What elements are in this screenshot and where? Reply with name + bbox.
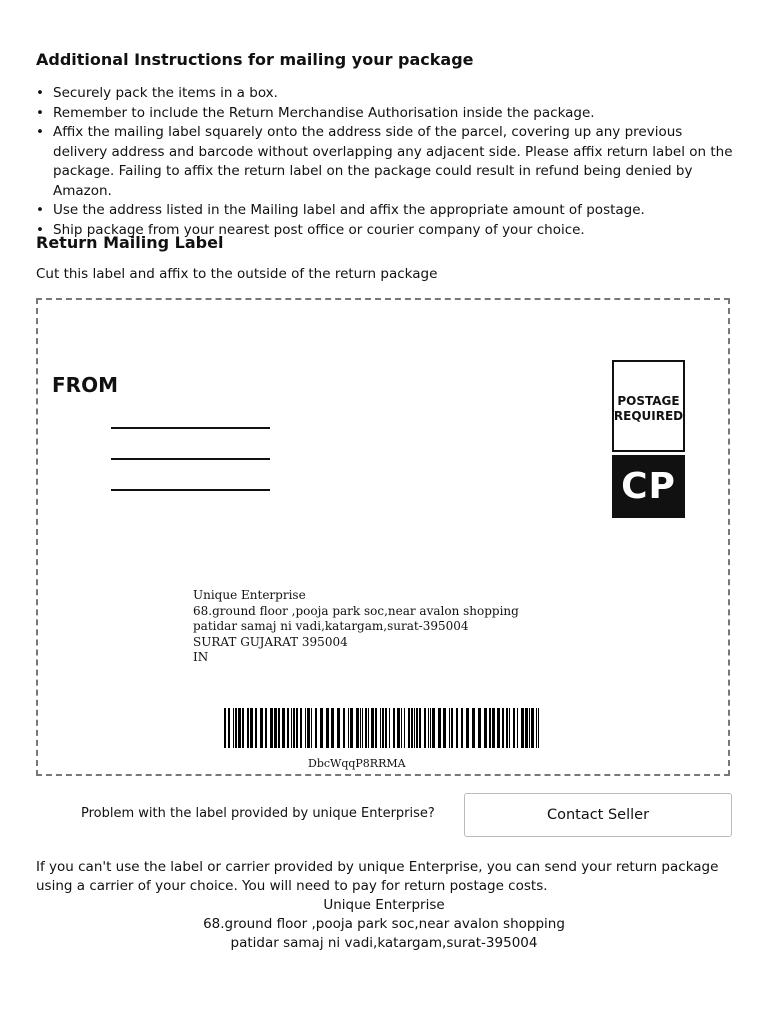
address-line: 68.ground floor ,pooja park soc,near avalon shopping xyxy=(193,603,519,618)
instruction-item: • Use the address listed in the Mailing label and affix the appropriate amount of postage. xyxy=(36,201,736,221)
instruction-item: • Remember to include the Return Merchandise Authorisation inside the package. xyxy=(36,104,736,124)
address-line: Unique Enterprise xyxy=(193,588,306,602)
return-address xyxy=(193,588,519,666)
postage-required-box xyxy=(612,360,685,452)
from-address-line xyxy=(111,427,270,429)
address-line: 68.ground floor ,pooja park soc,near avalon shopping xyxy=(203,916,565,932)
required-label: REQUIRED xyxy=(613,409,684,423)
instruction-item: • Affix the mailing label squarely onto the address side of the parcel, covering up any previous delivery address and barcode without overlapping any adjacent side. Please affix return label on the package. Failing to affix the return label on the package could result in refund being denied by Amazon. xyxy=(36,123,736,201)
contact-seller-button[interactable]: Contact Seller xyxy=(464,793,732,837)
from-address-line xyxy=(111,489,270,491)
address-line: SURAT GUJARAT 395004 xyxy=(193,634,348,649)
cut-instruction: Cut this label and affix to the outside of the return package xyxy=(36,266,438,282)
from-title: FROM xyxy=(52,373,118,397)
instruction-item: • Securely pack the items in a box. xyxy=(36,84,736,104)
return-label-heading: Return Mailing Label xyxy=(36,233,224,252)
instruction-item: • Ship package from your nearest post office or courier company of your choice. xyxy=(36,221,736,241)
from-address-line xyxy=(111,458,270,460)
address-line: IN xyxy=(193,650,209,664)
instructions-heading: Additional Instructions for mailing your package xyxy=(36,50,474,69)
problem-text: Problem with the label provided by unique Enterprise? xyxy=(81,806,435,821)
barcode-number: DbcWqqP8RRMA xyxy=(308,757,406,770)
alternative-carrier-text: If you can't use the label or carrier provided by unique Enterprise, you can send your return package using a carrier of your choice. You will need to pay for return postage costs. xyxy=(36,859,719,894)
address-line: Unique Enterprise xyxy=(323,897,445,913)
barcode xyxy=(224,708,544,748)
address-line: patidar samaj ni vadi,katargam,surat-395004 xyxy=(193,619,469,633)
instructions-list xyxy=(36,84,736,240)
postage-label: POSTAGE xyxy=(617,394,680,408)
address-line: patidar samaj ni vadi,katargam,surat-395004 xyxy=(230,935,538,951)
carrier-code-badge: CP xyxy=(612,455,685,518)
alternative-address xyxy=(0,896,768,953)
